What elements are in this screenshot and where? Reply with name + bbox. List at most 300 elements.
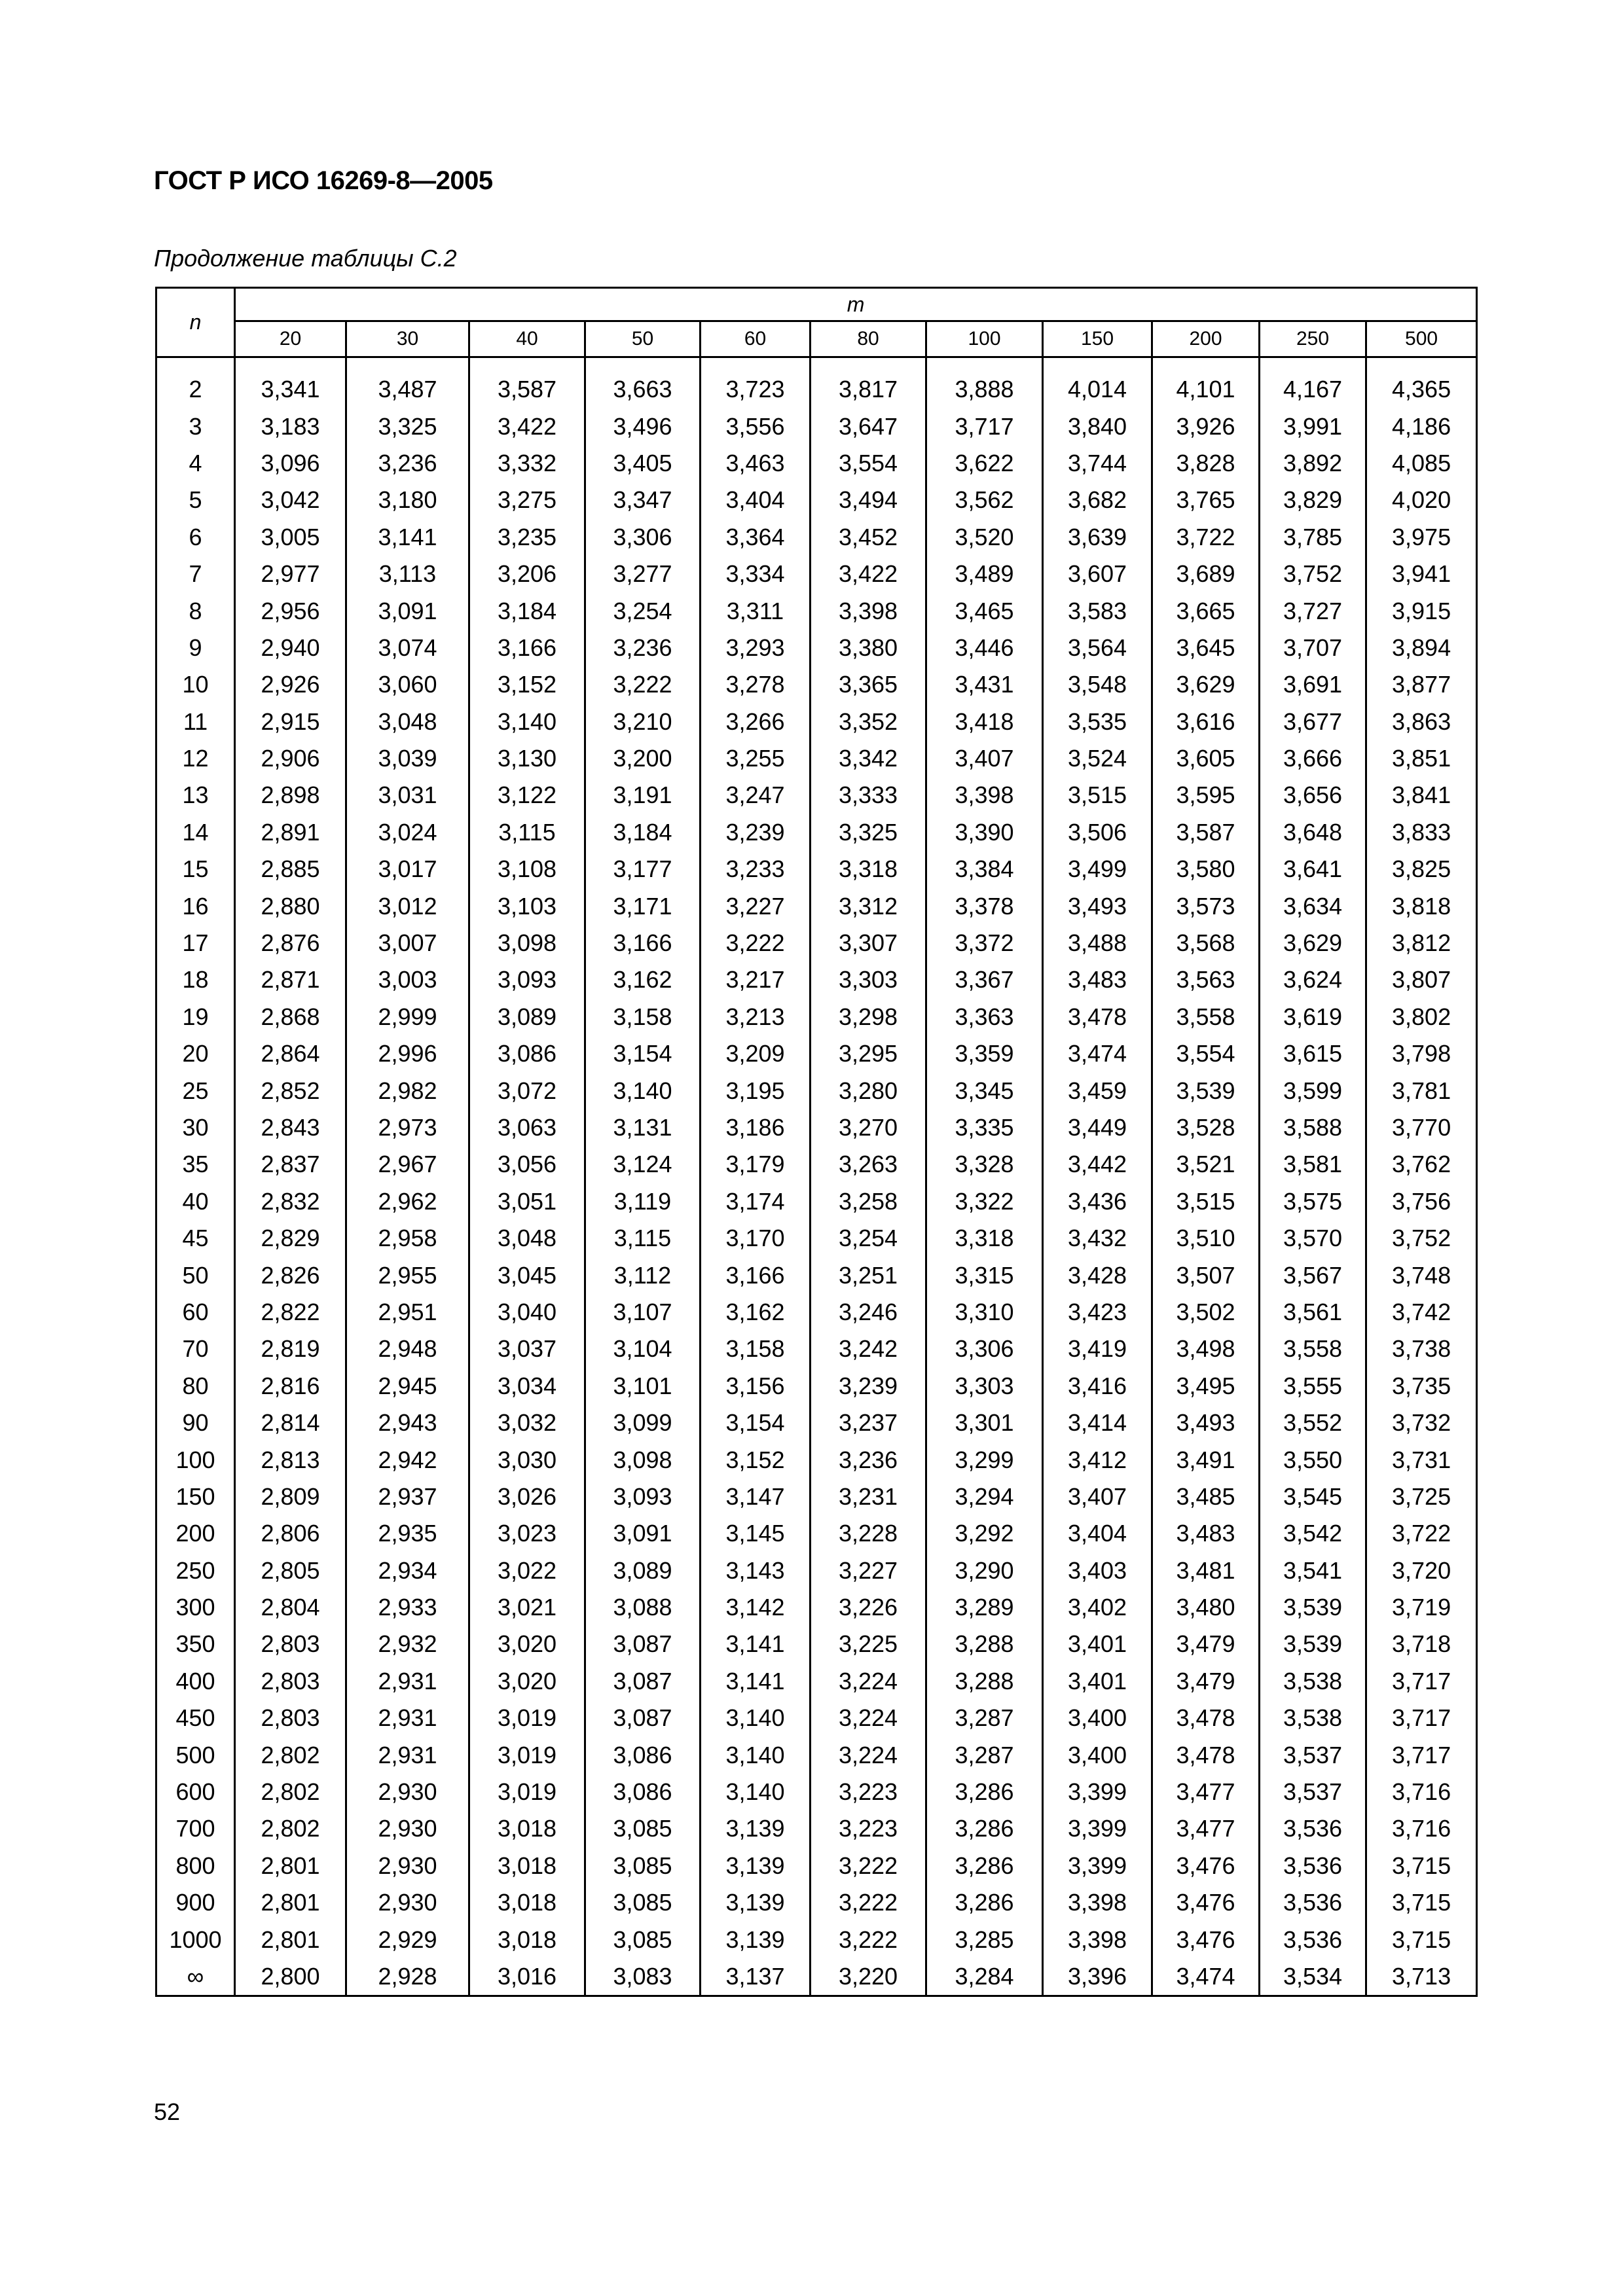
table-row [156, 1810, 1477, 1847]
table-row [156, 1368, 1477, 1405]
table-row [156, 556, 1477, 592]
value-cell: 3,595 [1152, 777, 1260, 814]
value-cell: 2,803 [235, 1700, 346, 1736]
table-row [156, 1183, 1477, 1220]
value-cell: 3,142 [701, 1589, 811, 1626]
row-n-cell: 800 [156, 1848, 235, 1884]
table-row [156, 1663, 1477, 1700]
row-n-cell: 4 [156, 445, 235, 482]
value-cell: 3,258 [811, 1183, 926, 1220]
value-cell: 3,991 [1260, 408, 1366, 444]
value-cell: 2,885 [235, 851, 346, 888]
value-cell: 3,085 [585, 1884, 701, 1921]
value-cell: 3,863 [1366, 704, 1477, 740]
value-cell: 3,727 [1260, 592, 1366, 629]
value-cell: 3,087 [585, 1700, 701, 1736]
value-cell: 3,191 [585, 777, 701, 814]
value-cell: 3,145 [701, 1515, 811, 1552]
column-header: 40 [469, 321, 585, 357]
value-cell: 3,139 [701, 1810, 811, 1847]
value-cell: 3,162 [701, 1294, 811, 1331]
value-cell: 3,303 [811, 961, 926, 998]
value-cell: 3,223 [811, 1774, 926, 1810]
value-cell: 3,570 [1260, 1220, 1366, 1257]
value-cell: 3,224 [811, 1700, 926, 1736]
value-cell: 3,478 [1152, 1736, 1260, 1773]
value-cell: 3,332 [469, 445, 585, 482]
value-cell: 2,951 [346, 1294, 469, 1331]
value-cell: 3,573 [1152, 888, 1260, 924]
value-cell: 3,166 [585, 925, 701, 961]
row-n-cell: 14 [156, 814, 235, 851]
value-cell: 3,416 [1043, 1368, 1152, 1405]
value-cell: 3,016 [469, 1958, 585, 1996]
table-row [156, 1515, 1477, 1552]
table-row [156, 482, 1477, 518]
table-row [156, 357, 1477, 408]
value-cell: 3,341 [235, 357, 346, 408]
value-cell: 3,407 [926, 740, 1043, 777]
table-caption: Продолжение таблицы С.2 [154, 245, 457, 272]
table-row [156, 1700, 1477, 1736]
value-cell: 3,342 [811, 740, 926, 777]
value-cell: 2,876 [235, 925, 346, 961]
value-cell: 3,476 [1152, 1921, 1260, 1958]
value-cell: 2,958 [346, 1220, 469, 1257]
value-cell: 2,813 [235, 1441, 346, 1478]
value-cell: 3,222 [811, 1921, 926, 1958]
value-cell: 3,184 [585, 814, 701, 851]
table-row [156, 1220, 1477, 1257]
value-cell: 3,174 [701, 1183, 811, 1220]
row-n-cell: 20 [156, 1035, 235, 1072]
value-cell: 3,328 [926, 1146, 1043, 1183]
value-cell: 3,483 [1043, 961, 1152, 998]
value-cell: 3,828 [1152, 445, 1260, 482]
column-header: 80 [811, 321, 926, 357]
value-cell: 3,419 [1043, 1331, 1152, 1367]
value-cell: 3,124 [585, 1146, 701, 1183]
value-cell: 3,042 [235, 482, 346, 518]
value-cell: 3,975 [1366, 519, 1477, 556]
value-cell: 4,186 [1366, 408, 1477, 444]
table-row [156, 1774, 1477, 1810]
value-cell: 3,018 [469, 1884, 585, 1921]
value-cell: 3,554 [811, 445, 926, 482]
value-cell: 3,222 [811, 1884, 926, 1921]
value-cell: 3,477 [1152, 1774, 1260, 1810]
value-cell: 3,325 [811, 814, 926, 851]
value-cell: 3,465 [926, 592, 1043, 629]
table-row [156, 1109, 1477, 1146]
table-row [156, 740, 1477, 777]
row-n-cell: 300 [156, 1589, 235, 1626]
value-cell: 3,115 [585, 1220, 701, 1257]
value-cell: 3,275 [469, 482, 585, 518]
value-cell: 3,091 [346, 592, 469, 629]
value-cell: 3,334 [701, 556, 811, 592]
value-cell: 3,060 [346, 666, 469, 703]
value-cell: 3,017 [346, 851, 469, 888]
value-cell: 3,072 [469, 1072, 585, 1109]
value-cell: 3,877 [1366, 666, 1477, 703]
value-cell: 3,005 [235, 519, 346, 556]
value-cell: 2,837 [235, 1146, 346, 1183]
table-row [156, 666, 1477, 703]
value-cell: 3,206 [469, 556, 585, 592]
value-cell: 3,536 [1260, 1848, 1366, 1884]
value-cell: 3,624 [1260, 961, 1366, 998]
value-cell: 3,550 [1260, 1441, 1366, 1478]
value-cell: 3,235 [469, 519, 585, 556]
value-cell: 3,423 [1043, 1294, 1152, 1331]
row-n-cell: 500 [156, 1736, 235, 1773]
value-cell: 2,928 [346, 1958, 469, 1996]
column-header: 500 [1366, 321, 1477, 357]
value-cell: 3,715 [1366, 1848, 1477, 1884]
value-cell: 3,717 [926, 408, 1043, 444]
value-cell: 3,489 [926, 556, 1043, 592]
value-cell: 3,363 [926, 999, 1043, 1035]
table-row [156, 1626, 1477, 1662]
value-cell: 3,171 [585, 888, 701, 924]
value-cell: 3,689 [1152, 556, 1260, 592]
value-cell: 3,493 [1152, 1405, 1260, 1441]
value-cell: 3,719 [1366, 1589, 1477, 1626]
value-cell: 3,051 [469, 1183, 585, 1220]
table-row [156, 704, 1477, 740]
value-cell: 3,629 [1260, 925, 1366, 961]
value-cell: 3,404 [701, 482, 811, 518]
value-cell: 3,131 [585, 1109, 701, 1146]
value-cell: 3,428 [1043, 1257, 1152, 1293]
table-row [156, 1072, 1477, 1109]
value-cell: 3,398 [1043, 1921, 1152, 1958]
value-cell: 2,802 [235, 1736, 346, 1773]
value-cell: 2,937 [346, 1479, 469, 1515]
value-cell: 2,934 [346, 1552, 469, 1589]
group-header-m: m [235, 288, 1477, 321]
value-cell: 3,130 [469, 740, 585, 777]
value-cell: 3,225 [811, 1626, 926, 1662]
column-header: 50 [585, 321, 701, 357]
value-cell: 3,318 [926, 1220, 1043, 1257]
value-cell: 3,479 [1152, 1626, 1260, 1662]
value-cell: 2,800 [235, 1958, 346, 1996]
value-cell: 3,892 [1260, 445, 1366, 482]
value-cell: 3,020 [469, 1663, 585, 1700]
table-row [156, 408, 1477, 444]
value-cell: 3,840 [1043, 408, 1152, 444]
row-n-cell: 80 [156, 1368, 235, 1405]
value-cell: 3,431 [926, 666, 1043, 703]
value-cell: 3,024 [346, 814, 469, 851]
value-cell: 3,007 [346, 925, 469, 961]
value-cell: 3,622 [926, 445, 1043, 482]
value-cell: 3,502 [1152, 1294, 1260, 1331]
value-cell: 3,315 [926, 1257, 1043, 1293]
value-cell: 2,803 [235, 1626, 346, 1662]
value-cell: 3,515 [1152, 1183, 1260, 1220]
value-cell: 3,390 [926, 814, 1043, 851]
value-cell: 3,045 [469, 1257, 585, 1293]
row-n-cell: 25 [156, 1072, 235, 1109]
value-cell: 3,715 [1366, 1921, 1477, 1958]
value-cell: 3,222 [585, 666, 701, 703]
value-cell: 3,210 [585, 704, 701, 740]
value-cell: 2,930 [346, 1884, 469, 1921]
column-header: 250 [1260, 321, 1366, 357]
value-cell: 3,022 [469, 1552, 585, 1589]
value-cell: 3,034 [469, 1368, 585, 1405]
row-n-cell: 7 [156, 556, 235, 592]
value-cell: 3,295 [811, 1035, 926, 1072]
value-cell: 3,499 [1043, 851, 1152, 888]
value-cell: 3,496 [585, 408, 701, 444]
table-row [156, 814, 1477, 851]
table-row [156, 1479, 1477, 1515]
value-cell: 2,948 [346, 1331, 469, 1367]
value-cell: 3,738 [1366, 1331, 1477, 1367]
value-cell: 3,246 [811, 1294, 926, 1331]
value-cell: 3,561 [1260, 1294, 1366, 1331]
value-cell: 3,722 [1366, 1515, 1477, 1552]
value-cell: 3,770 [1366, 1109, 1477, 1146]
value-cell: 3,399 [1043, 1848, 1152, 1884]
value-cell: 3,567 [1260, 1257, 1366, 1293]
value-cell: 3,284 [926, 1958, 1043, 1996]
value-cell: 3,807 [1366, 961, 1477, 998]
value-cell: 3,539 [1260, 1626, 1366, 1662]
value-cell: 3,537 [1260, 1774, 1366, 1810]
value-cell: 2,930 [346, 1774, 469, 1810]
table-row [156, 999, 1477, 1035]
value-cell: 3,166 [701, 1257, 811, 1293]
value-cell: 4,085 [1366, 445, 1477, 482]
value-cell: 3,325 [346, 408, 469, 444]
value-cell: 3,781 [1366, 1072, 1477, 1109]
value-cell: 2,864 [235, 1035, 346, 1072]
value-cell: 3,537 [1260, 1736, 1366, 1773]
row-n-cell: 12 [156, 740, 235, 777]
row-n-cell: 9 [156, 630, 235, 666]
value-cell: 2,814 [235, 1405, 346, 1441]
value-cell: 3,400 [1043, 1700, 1152, 1736]
value-cell: 3,555 [1260, 1368, 1366, 1405]
table-row [156, 1146, 1477, 1183]
value-cell: 3,432 [1043, 1220, 1152, 1257]
value-cell: 3,479 [1152, 1663, 1260, 1700]
value-cell: 3,186 [701, 1109, 811, 1146]
value-cell: 3,476 [1152, 1884, 1260, 1921]
value-cell: 3,318 [811, 851, 926, 888]
value-cell: 2,809 [235, 1479, 346, 1515]
value-cell: 3,140 [701, 1736, 811, 1773]
value-cell: 3,665 [1152, 592, 1260, 629]
value-cell: 3,104 [585, 1331, 701, 1367]
value-cell: 3,247 [701, 777, 811, 814]
value-cell: 3,333 [811, 777, 926, 814]
value-cell: 3,398 [811, 592, 926, 629]
value-cell: 3,713 [1366, 1958, 1477, 1996]
value-cell: 3,491 [1152, 1441, 1260, 1478]
value-cell: 3,183 [235, 408, 346, 444]
value-cell: 3,277 [585, 556, 701, 592]
table-row [156, 592, 1477, 629]
value-cell: 3,286 [926, 1774, 1043, 1810]
value-cell: 3,459 [1043, 1072, 1152, 1109]
value-cell: 2,816 [235, 1368, 346, 1405]
row-n-cell: 45 [156, 1220, 235, 1257]
value-cell: 3,141 [701, 1663, 811, 1700]
value-cell: 3,086 [469, 1035, 585, 1072]
value-cell: 3,498 [1152, 1331, 1260, 1367]
value-cell: 3,510 [1152, 1220, 1260, 1257]
value-cell: 3,583 [1043, 592, 1152, 629]
value-cell: 3,166 [469, 630, 585, 666]
value-cell: 3,587 [1152, 814, 1260, 851]
value-cell: 3,894 [1366, 630, 1477, 666]
value-cell: 3,365 [811, 666, 926, 703]
value-cell: 3,723 [701, 357, 811, 408]
value-cell: 3,239 [701, 814, 811, 851]
value-cell: 3,403 [1043, 1552, 1152, 1589]
value-cell: 3,147 [701, 1479, 811, 1515]
value-cell: 2,999 [346, 999, 469, 1035]
value-cell: 3,040 [469, 1294, 585, 1331]
value-cell: 2,806 [235, 1515, 346, 1552]
value-cell: 3,270 [811, 1109, 926, 1146]
value-cell: 3,717 [1366, 1736, 1477, 1773]
value-cell: 2,967 [346, 1146, 469, 1183]
value-cell: 3,021 [469, 1589, 585, 1626]
value-cell: 3,292 [926, 1515, 1043, 1552]
value-cell: 3,254 [811, 1220, 926, 1257]
value-cell: 3,306 [926, 1331, 1043, 1367]
value-cell: 3,762 [1366, 1146, 1477, 1183]
value-cell: 3,140 [701, 1774, 811, 1810]
value-cell: 3,488 [1043, 925, 1152, 961]
value-cell: 3,715 [1366, 1884, 1477, 1921]
value-cell: 3,056 [469, 1146, 585, 1183]
value-cell: 2,805 [235, 1552, 346, 1589]
value-cell: 3,539 [1152, 1072, 1260, 1109]
row-n-cell: 10 [156, 666, 235, 703]
value-cell: 3,575 [1260, 1183, 1366, 1220]
value-cell: 3,099 [585, 1405, 701, 1441]
value-cell: 2,943 [346, 1405, 469, 1441]
value-cell: 3,278 [701, 666, 811, 703]
row-n-cell: 250 [156, 1552, 235, 1589]
row-n-cell: 18 [156, 961, 235, 998]
table-row [156, 1294, 1477, 1331]
value-cell: 3,285 [926, 1921, 1043, 1958]
value-cell: 3,032 [469, 1405, 585, 1441]
value-cell: 3,888 [926, 357, 1043, 408]
row-n-cell: 5 [156, 482, 235, 518]
value-cell: 2,915 [235, 704, 346, 740]
value-cell: 3,402 [1043, 1589, 1152, 1626]
value-cell: 3,242 [811, 1331, 926, 1367]
row-n-cell: 35 [156, 1146, 235, 1183]
value-cell: 3,785 [1260, 519, 1366, 556]
value-cell: 3,717 [1366, 1663, 1477, 1700]
value-cell: 3,019 [469, 1774, 585, 1810]
value-cell: 2,933 [346, 1589, 469, 1626]
value-cell: 3,286 [926, 1884, 1043, 1921]
value-cell: 3,158 [585, 999, 701, 1035]
value-cell: 3,085 [585, 1848, 701, 1884]
value-cell: 2,926 [235, 666, 346, 703]
value-cell: 3,367 [926, 961, 1043, 998]
value-cell: 3,478 [1043, 999, 1152, 1035]
value-cell: 3,449 [1043, 1109, 1152, 1146]
value-cell: 3,179 [701, 1146, 811, 1183]
value-cell: 3,812 [1366, 925, 1477, 961]
table-row [156, 630, 1477, 666]
row-n-cell: 200 [156, 1515, 235, 1552]
row-header-n: n [156, 288, 235, 357]
value-cell: 3,915 [1366, 592, 1477, 629]
table-row [156, 961, 1477, 998]
value-cell: 2,935 [346, 1515, 469, 1552]
value-cell: 3,085 [585, 1921, 701, 1958]
value-cell: 3,266 [701, 704, 811, 740]
column-header-row [156, 321, 1477, 357]
value-cell: 3,154 [701, 1405, 811, 1441]
table-row [156, 1405, 1477, 1441]
value-cell: 3,666 [1260, 740, 1366, 777]
value-cell: 3,541 [1260, 1552, 1366, 1589]
table-row [156, 1848, 1477, 1884]
value-cell: 3,581 [1260, 1146, 1366, 1183]
value-cell: 3,507 [1152, 1257, 1260, 1293]
value-cell: 3,158 [701, 1331, 811, 1367]
value-cell: 3,093 [585, 1479, 701, 1515]
value-cell: 3,802 [1366, 999, 1477, 1035]
value-cell: 3,401 [1043, 1663, 1152, 1700]
value-cell: 3,436 [1043, 1183, 1152, 1220]
value-cell: 3,112 [585, 1257, 701, 1293]
value-cell: 3,396 [1043, 1958, 1152, 1996]
row-n-cell: 6 [156, 519, 235, 556]
row-n-cell: 13 [156, 777, 235, 814]
value-cell: 3,347 [585, 482, 701, 518]
value-cell: 3,485 [1152, 1479, 1260, 1515]
value-cell: 2,977 [235, 556, 346, 592]
value-cell: 3,422 [811, 556, 926, 592]
value-cell: 3,648 [1260, 814, 1366, 851]
value-cell: 3,236 [585, 630, 701, 666]
value-cell: 3,048 [346, 704, 469, 740]
value-cell: 3,476 [1152, 1848, 1260, 1884]
value-cell: 2,940 [235, 630, 346, 666]
value-cell: 3,154 [585, 1035, 701, 1072]
row-n-cell: 40 [156, 1183, 235, 1220]
value-cell: 3,722 [1152, 519, 1260, 556]
value-cell: 2,843 [235, 1109, 346, 1146]
table-row [156, 519, 1477, 556]
value-cell: 3,019 [469, 1700, 585, 1736]
column-header: 20 [235, 321, 346, 357]
value-cell: 3,463 [701, 445, 811, 482]
value-cell: 3,725 [1366, 1479, 1477, 1515]
value-cell: 3,103 [469, 888, 585, 924]
value-cell: 3,615 [1260, 1035, 1366, 1072]
row-n-cell: 400 [156, 1663, 235, 1700]
value-cell: 3,139 [701, 1921, 811, 1958]
value-cell: 3,299 [926, 1441, 1043, 1478]
